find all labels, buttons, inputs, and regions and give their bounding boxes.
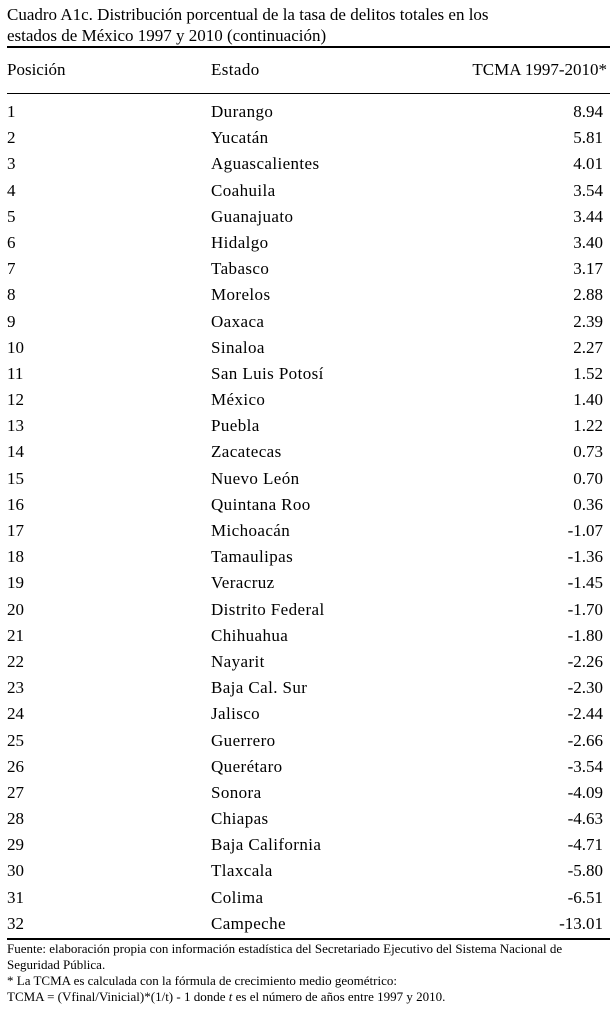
top-rule (7, 46, 610, 48)
table-row (0, 363, 615, 389)
table-row (0, 206, 615, 232)
tcma-cell: 0.70 (573, 468, 603, 488)
table-row (0, 887, 615, 913)
footnote: * La TCMA es calculada con la fórmula de crecimiento medio geométrico: (7, 973, 397, 988)
position-cell: 25 (7, 730, 24, 750)
tcma-cell: 2.27 (573, 337, 603, 357)
position-cell: 12 (7, 390, 24, 410)
tcma-cell: 0.36 (573, 494, 603, 514)
position-cell: 6 (7, 232, 16, 252)
position-cell: 15 (7, 468, 24, 488)
tcma-cell: 1.22 (573, 416, 603, 436)
tcma-cell: 5.81 (573, 128, 603, 148)
table-row (0, 258, 615, 284)
state-cell: Baja California (211, 835, 322, 855)
table-header (0, 60, 615, 84)
state-cell: Sinaloa (211, 337, 265, 357)
tcma-cell: -2.30 (567, 678, 603, 698)
title-line-2: estados de México 1997 y 2010 (continuación) (7, 26, 327, 45)
position-cell: 14 (7, 442, 24, 462)
table-row (0, 389, 615, 415)
position-cell: 5 (7, 206, 16, 226)
table-row (0, 311, 615, 337)
position-cell: 30 (7, 861, 24, 881)
table-row (0, 101, 615, 127)
source-note: Fuente: elaboración propia con información estadística del Secretariado Ejecutivo del Sistema Nacional de Seguridad Pública. (7, 941, 563, 972)
state-cell: Tamaulipas (211, 547, 294, 567)
tcma-cell: -4.09 (567, 782, 603, 802)
tcma-cell: 4.01 (573, 154, 603, 174)
state-cell: Hidalgo (211, 232, 269, 252)
tcma-cell: -1.45 (567, 573, 603, 593)
state-cell: Durango (211, 102, 274, 121)
position-cell: 24 (7, 704, 24, 724)
position-cell: 8 (7, 285, 16, 305)
title-line-1: Cuadro A1c. Distribución porcentual de la tasa de delitos totales en los (7, 5, 489, 24)
position-cell: 28 (7, 809, 24, 829)
tcma-cell: 3.54 (573, 180, 603, 200)
position-cell: 10 (7, 337, 24, 357)
state-cell: Baja Cal. Sur (211, 678, 308, 698)
position-cell: 21 (7, 625, 24, 645)
position-cell: 26 (7, 756, 24, 776)
table-row (0, 756, 615, 782)
table-row (0, 808, 615, 834)
tcma-cell: -5.80 (567, 861, 603, 881)
tcma-cell: -1.36 (567, 547, 603, 567)
table-row (0, 180, 615, 206)
header-position: Posición (7, 60, 66, 79)
tcma-cell: -2.26 (567, 651, 603, 671)
position-cell: 32 (7, 913, 24, 933)
formula-variable: t (228, 989, 233, 1004)
state-cell: Guanajuato (211, 206, 294, 226)
tcma-cell: -1.70 (567, 599, 603, 619)
formula-prefix: TCMA = (Vfinal/Vinicial)*(1/t) - 1 donde (7, 989, 229, 1004)
tcma-cell: -2.66 (567, 730, 603, 750)
tcma-cell: -4.63 (567, 809, 603, 829)
table-row (0, 651, 615, 677)
state-cell: Campeche (211, 913, 286, 933)
tcma-cell: -2.44 (567, 704, 603, 724)
position-cell: 9 (7, 311, 16, 331)
position-cell: 29 (7, 835, 24, 855)
table-row (0, 153, 615, 179)
state-cell: Veracruz (211, 573, 275, 593)
table-row (0, 494, 615, 520)
table-row (0, 232, 615, 258)
formula-suffix: es el número de años entre 1997 y 2010. (232, 989, 446, 1004)
table-row (0, 730, 615, 756)
state-cell: Guerrero (211, 730, 276, 750)
table-row (0, 337, 615, 363)
state-cell: Nuevo León (211, 468, 300, 488)
header-rule (7, 93, 610, 94)
table-row (0, 127, 615, 153)
tcma-cell: -6.51 (567, 887, 603, 907)
table-row (0, 834, 615, 860)
table-row (0, 520, 615, 546)
table-row (0, 625, 615, 651)
tcma-cell: -3.54 (567, 756, 603, 776)
position-cell: 11 (7, 363, 24, 383)
table-row (0, 546, 615, 572)
table-row (0, 703, 615, 729)
position-cell: 17 (7, 521, 24, 540)
position-cell: 31 (7, 887, 24, 907)
position-cell: 16 (7, 494, 24, 514)
tcma-cell: 1.52 (573, 363, 603, 383)
state-cell: Tabasco (211, 259, 270, 279)
tcma-cell: 3.40 (573, 232, 603, 252)
position-cell: 3 (7, 154, 16, 174)
tcma-cell: 0.73 (573, 442, 603, 462)
table-row (0, 572, 615, 598)
header-state: Estado (211, 60, 260, 79)
state-cell: Jalisco (211, 704, 261, 724)
tcma-cell: 1.40 (573, 390, 603, 410)
state-cell: Oaxaca (211, 311, 265, 331)
table-row (0, 468, 615, 494)
state-cell: Zacatecas (211, 442, 282, 462)
state-cell: Puebla (211, 416, 260, 436)
table-row (0, 677, 615, 703)
tcma-cell: -4.71 (567, 835, 603, 855)
table-row (0, 441, 615, 467)
position-cell: 1 (7, 102, 16, 121)
state-cell: Querétaro (211, 756, 283, 776)
table-title (7, 4, 607, 46)
tcma-cell: 2.88 (573, 285, 603, 305)
position-cell: 2 (7, 128, 16, 148)
tcma-cell: 3.44 (573, 206, 603, 226)
tcma-cell: 8.94 (573, 102, 603, 121)
state-cell: Sonora (211, 782, 262, 802)
state-cell: San Luis Potosí (211, 363, 324, 383)
tcma-cell: 3.17 (573, 259, 603, 279)
tcma-cell: -1.80 (567, 625, 603, 645)
state-cell: Morelos (211, 285, 271, 305)
table-row (0, 913, 615, 939)
state-cell: Distrito Federal (211, 599, 325, 619)
state-cell: Nayarit (211, 651, 265, 671)
tcma-cell: 2.39 (573, 311, 603, 331)
state-cell: Tlaxcala (211, 861, 273, 881)
state-cell: Yucatán (211, 128, 269, 148)
table-notes (7, 941, 612, 1005)
table-row (0, 415, 615, 441)
table-row (0, 782, 615, 808)
state-cell: Quintana Roo (211, 494, 311, 514)
position-cell: 18 (7, 547, 24, 567)
tcma-cell: -13.01 (559, 913, 603, 933)
table-row (0, 860, 615, 886)
state-cell: Coahuila (211, 180, 276, 200)
position-cell: 23 (7, 678, 24, 698)
header-tcma: TCMA 1997-2010* (472, 60, 607, 79)
state-cell: Colima (211, 887, 264, 907)
position-cell: 7 (7, 259, 16, 279)
state-cell: México (211, 390, 266, 410)
table-row (0, 284, 615, 310)
state-cell: Chihuahua (211, 625, 289, 645)
position-cell: 27 (7, 782, 24, 802)
position-cell: 20 (7, 599, 24, 619)
state-cell: Michoacán (211, 521, 291, 540)
position-cell: 19 (7, 573, 24, 593)
bottom-rule (7, 938, 610, 940)
state-cell: Chiapas (211, 809, 269, 829)
table-body (0, 101, 615, 939)
position-cell: 22 (7, 651, 24, 671)
state-cell: Aguascalientes (211, 154, 320, 174)
position-cell: 4 (7, 180, 16, 200)
formula-note (7, 989, 612, 1005)
tcma-cell: -1.07 (567, 521, 603, 540)
table-row (0, 599, 615, 625)
position-cell: 13 (7, 416, 24, 436)
